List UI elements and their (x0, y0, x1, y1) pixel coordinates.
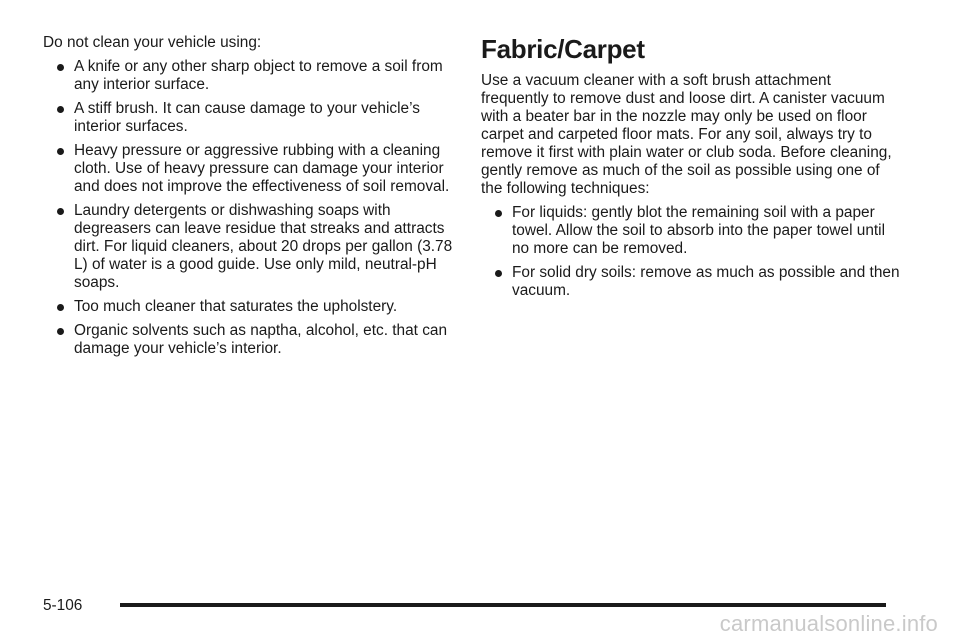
list-item-text: A stiff brush. It can cause damage to your vehicle’s interior surfaces. (74, 100, 420, 135)
bullet-icon (57, 148, 64, 155)
bullet-icon (495, 210, 502, 217)
right-column (481, 34, 901, 306)
body-paragraph: Use a vacuum cleaner with a soft brush attachment frequently to remove dust and loose dirt. A canister vacuum with a beater bar in the nozzle may only be used on floor carpet and carpeted floor mats. For any soil, always try to remove it first with plain water or club soda. Before cleaning, gently remove as much of the soil as possible using one of the following techniques: (481, 72, 892, 197)
cleaning-techniques-list (481, 204, 901, 300)
list-item (481, 204, 901, 258)
footer-divider (120, 603, 886, 607)
list-item-text: For solid dry soils: remove as much as possible and then vacuum. (512, 264, 900, 299)
list-item-text: Too much cleaner that saturates the upholstery. (74, 298, 398, 315)
list-item-text: A knife or any other sharp object to remove a soil from any interior surface. (74, 58, 443, 93)
list-item (43, 100, 455, 136)
cleaning-warnings-list (43, 58, 455, 358)
bullet-icon (57, 208, 64, 215)
list-item-text: For liquids: gently blot the remaining soil with a paper towel. Allow the soil to absorb into the paper towel until no more can be removed. (512, 204, 886, 257)
list-item-text: Organic solvents such as naptha, alcohol, etc. that can damage your vehicle’s interior. (74, 322, 448, 357)
page-number: 5-106 (43, 597, 83, 614)
list-item (43, 202, 455, 292)
bullet-icon (57, 304, 64, 311)
list-item (43, 142, 455, 196)
list-item-text: Heavy pressure or aggressive rubbing with a cleaning cloth. Use of heavy pressure can damage your interior and does not improve the effectiveness of soil removal. (74, 142, 450, 195)
list-item (43, 322, 455, 358)
section-title: Fabric/Carpet (481, 34, 645, 64)
list-item (481, 264, 901, 300)
list-item-text: Laundry detergents or dishwashing soaps with degreasers can leave residue that streaks and attracts dirt. For liquid cleaners, about 20 drops per gallon (3.78 L) of water is a good guide. Use only mild, neutral-pH soaps. (74, 202, 453, 291)
bullet-icon (57, 106, 64, 113)
bullet-icon (57, 328, 64, 335)
bullet-icon (495, 270, 502, 277)
list-item (43, 298, 455, 316)
watermark: carmanualsonline.info (719, 611, 938, 636)
list-item (43, 58, 455, 94)
bullet-icon (57, 64, 64, 71)
intro-text: Do not clean your vehicle using: (43, 34, 262, 51)
left-column (43, 34, 455, 364)
